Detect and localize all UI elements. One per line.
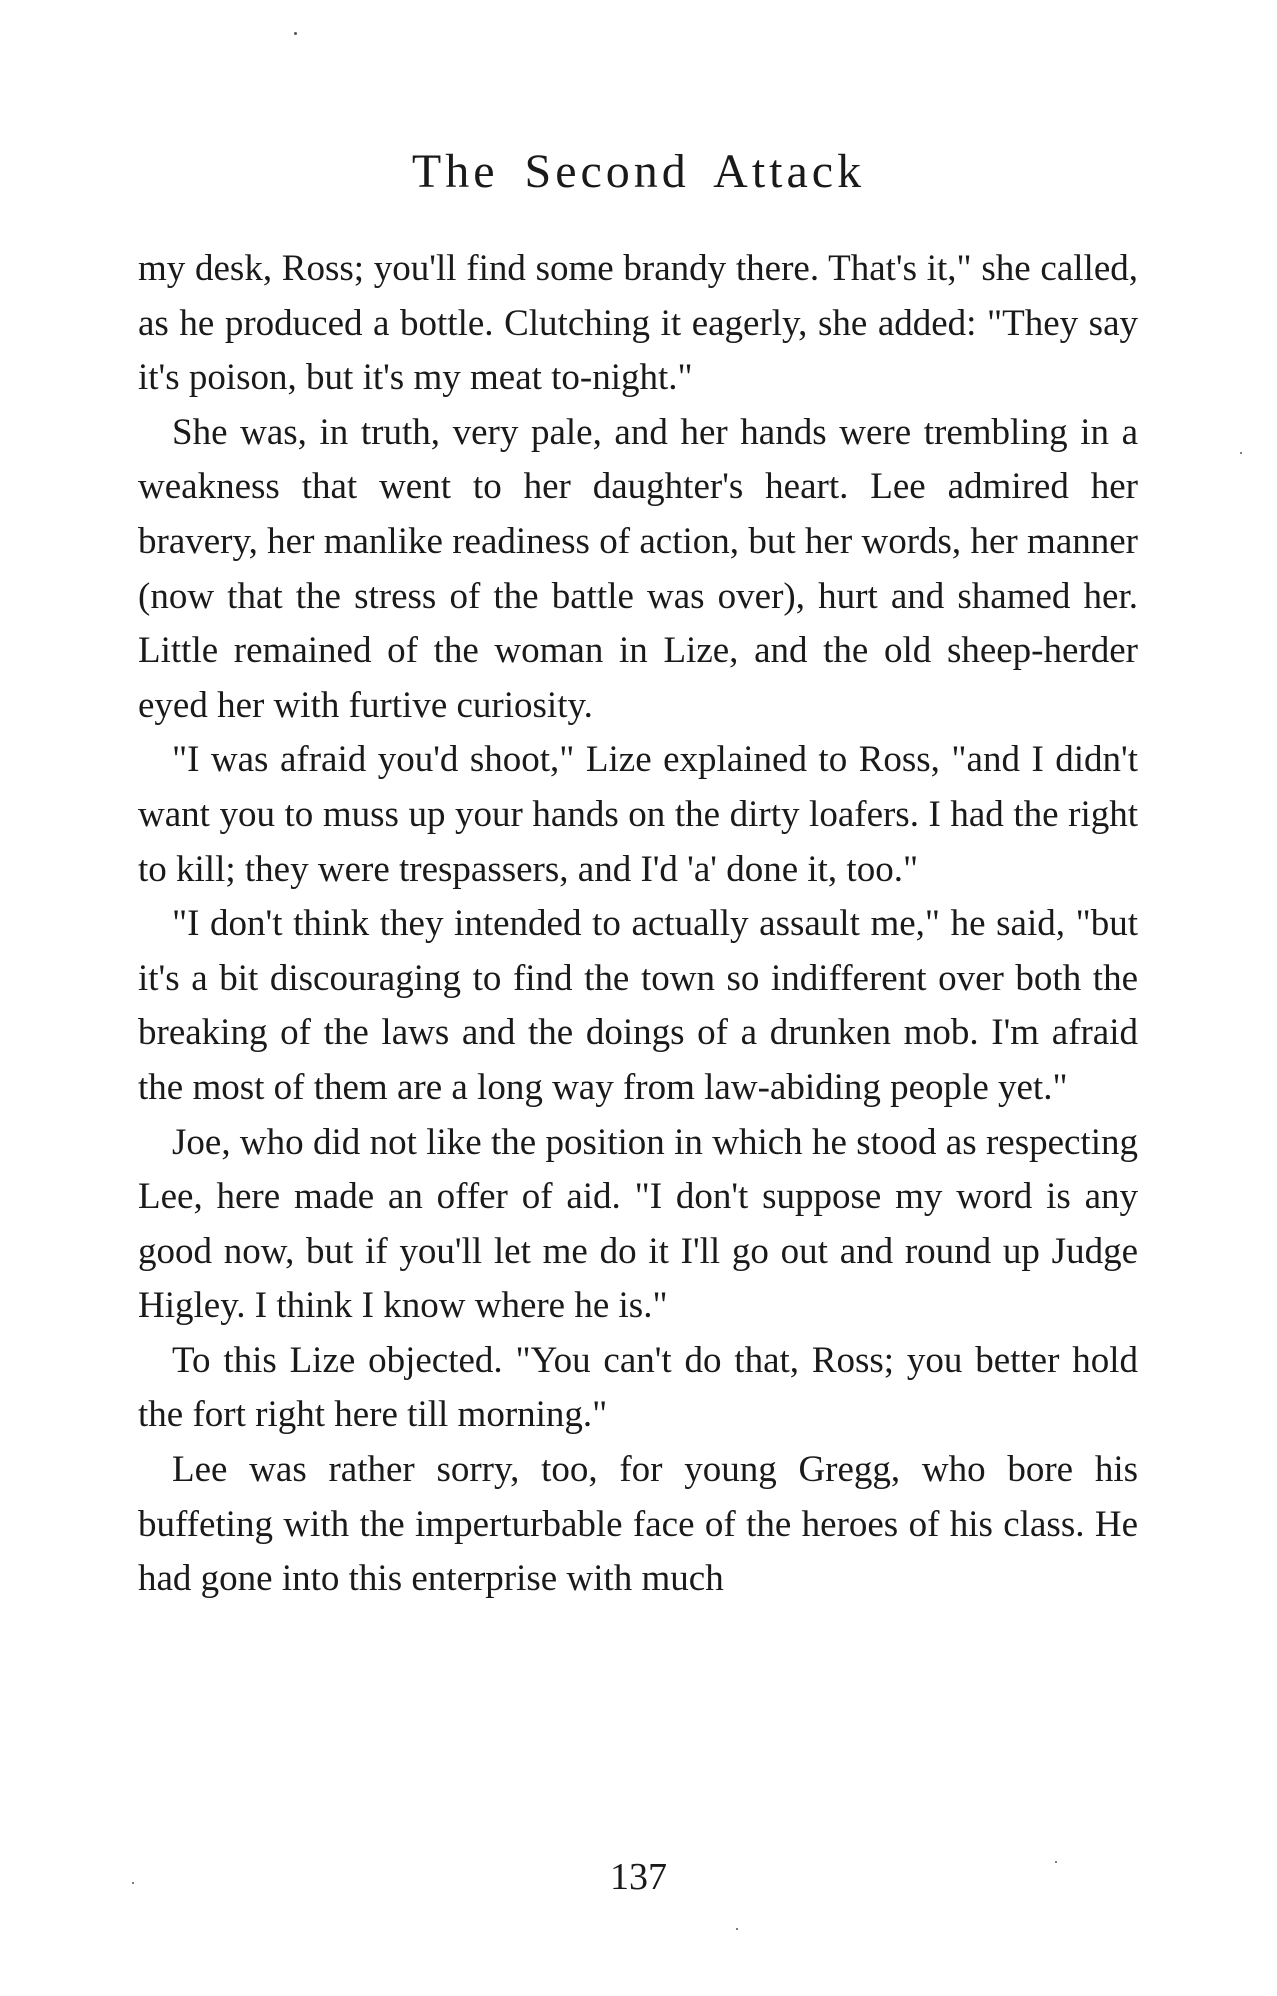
running-head: The Second Attack (411, 145, 866, 198)
scan-speck (132, 1882, 134, 1884)
paragraph: She was, in truth, very pale, and her hands were trembling in a weakness that went to her daughter's heart. Lee admired her bravery, her manlike readiness of action, but her words, her manner (now that the stress of the battle was over), hurt and shamed her. Little remained of the woman in Lize, and the old sheep-herder eyed her with furtive curiosity. (138, 411, 1138, 726)
scan-speck (1240, 452, 1242, 454)
paragraph: my desk, Ross; you'll find some brandy there. That's it," she called, as he produced a bottle. Clutching it eagerly, she added: "They say it's poison, but it's my meat to-night." (138, 248, 1138, 399)
page-number: 137 (610, 1856, 667, 1898)
paragraph: To this Lize objected. "You can't do that, Ross; you better hold the fort right here till morning." (138, 1339, 1138, 1436)
paragraph: Lee was rather sorry, too, for young Gregg, who bore his buffeting with the imperturbable face of the heroes of his class. He had gone into this enterprise with much (138, 1449, 1138, 1600)
paragraph: Joe, who did not like the position in which he stood as respecting Lee, here made an offer of aid. "I don't suppose my word is any good now, but if you'll let me do it I'll go out and round up Judge Higley. I think I know where he is." (138, 1121, 1138, 1327)
paragraph: "I don't think they intended to actually assault me," he said, "but it's a bit discouraging to find the town so indifferent over both the breaking of the laws and the doings of a drunken mob. I'm afraid the most of them are a long way from law-abiding people yet." (138, 903, 1138, 1108)
scan-speck (1055, 1861, 1057, 1863)
paragraph: "I was afraid you'd shoot," Lize explained to Ross, "and I didn't want you to muss up your hands on the dirty loafers. I had the right to kill; they were trespassers, and I'd 'a' done it, too." (138, 739, 1138, 890)
body-text (138, 242, 1138, 1607)
scan-speck (294, 32, 297, 35)
scan-speck (736, 1928, 738, 1930)
